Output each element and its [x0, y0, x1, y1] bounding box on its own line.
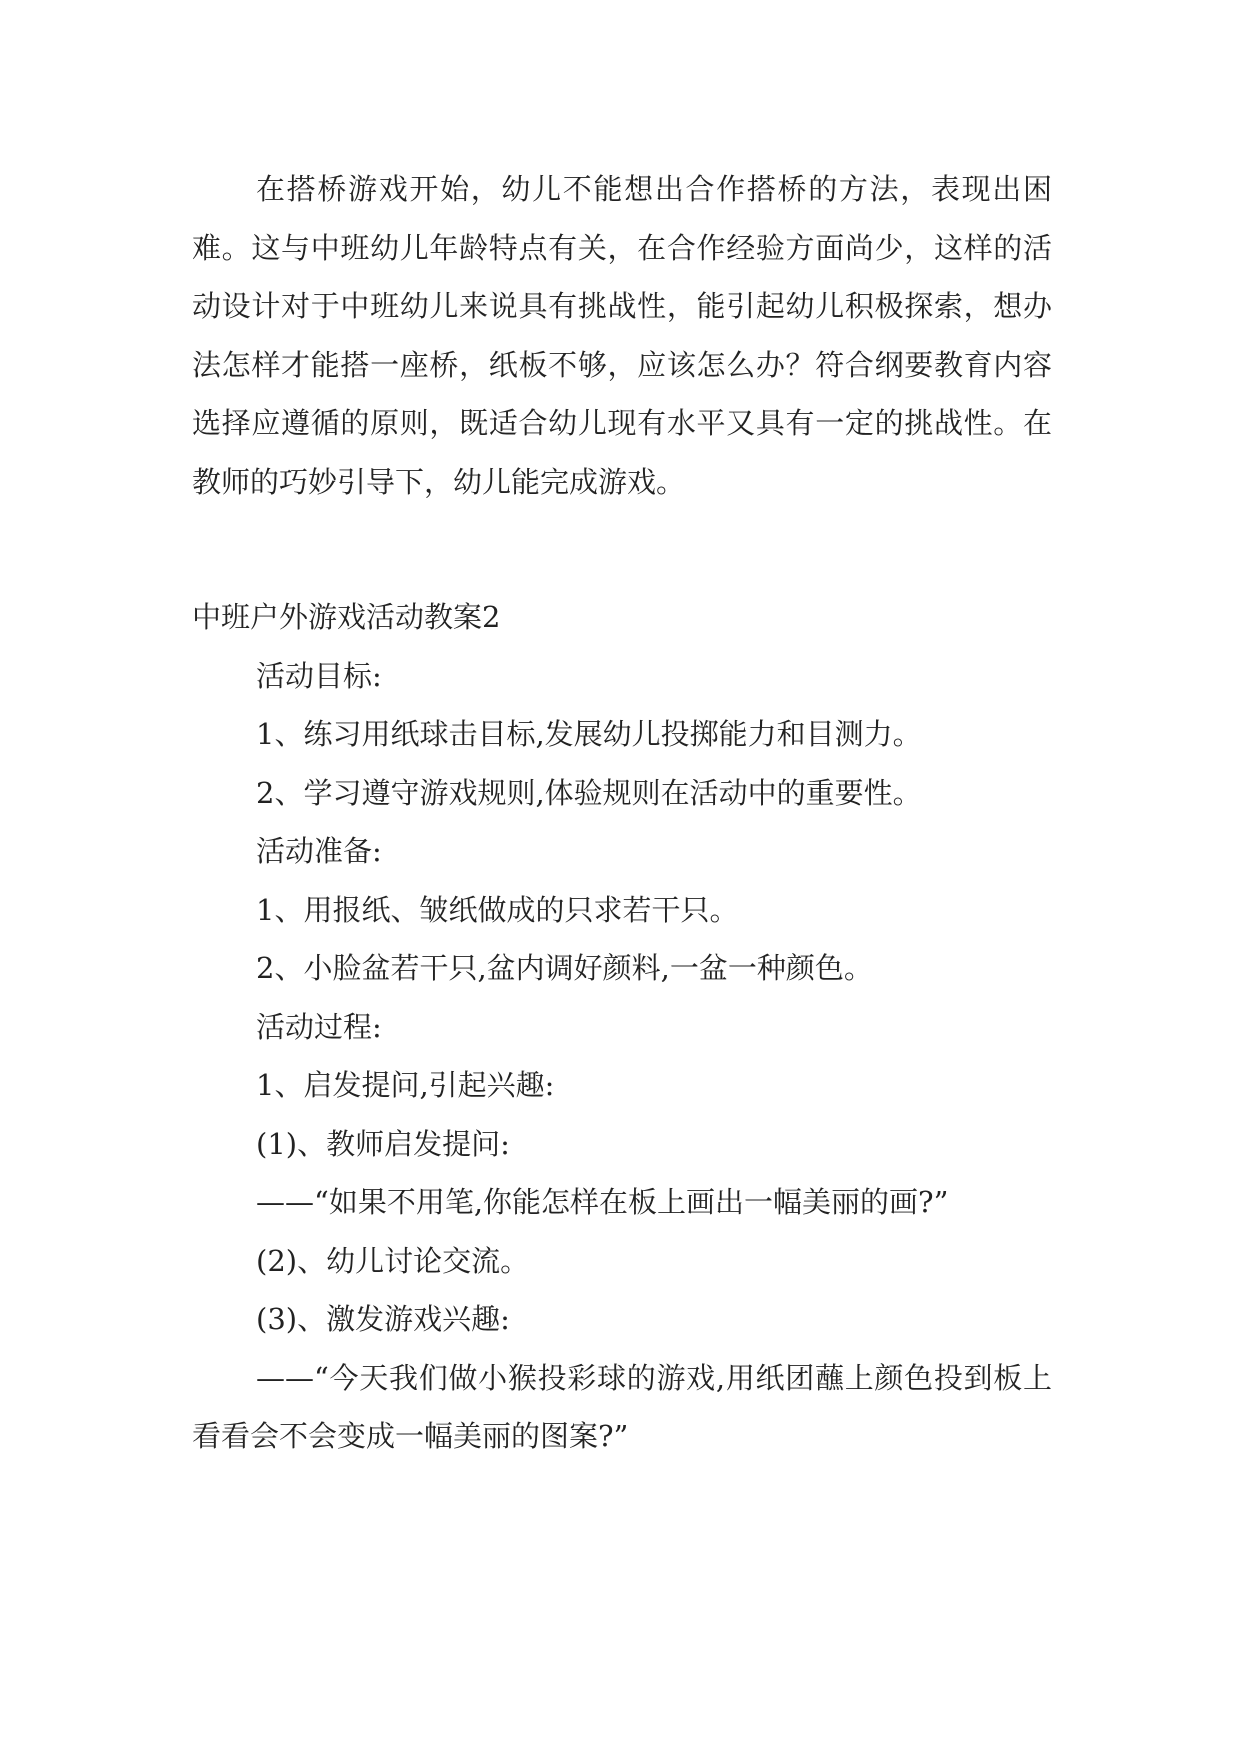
section-gap — [192, 511, 1052, 588]
prep-item-2: 2、小脸盆若干只,盆内调好颜料,一盆一种颜色。 — [256, 951, 873, 985]
prep-heading: 活动准备: — [256, 834, 382, 868]
prep-item-1: 1、用报纸、皱纸做成的只求若干只。 — [256, 892, 739, 927]
teacher-quote: ——“如果不用笔,你能怎样在板上画出一幅美丽的画?” — [256, 1185, 949, 1219]
process-heading: 活动过程: — [256, 1009, 382, 1044]
goal-item-1: 1、练习用纸球击目标,发展幼儿投掷能力和目测力。 — [256, 717, 922, 751]
document-body — [192, 160, 1052, 1466]
process-substep-2: (2)、幼儿讨论交流。 — [256, 1243, 530, 1278]
intro-paragraph: 在搭桥游戏开始，幼儿不能想出合作搭桥的方法，表现出困难。这与中班幼儿年龄特点有关，在合作经验方面尚少，这样的活动设计对于中班幼儿来说具有挑战性，能引起幼儿积极探索，想办法怎样才能搭一座桥，纸板不够，应该怎么办？符合纲要教育内容选择应遵循的原则，既适合幼儿现有水平又具有一定的挑战性。在教师的巧妙引导下，幼儿能完成游戏。 — [192, 172, 1052, 499]
process-substep-1: (1)、教师启发提问: — [256, 1126, 510, 1161]
process-substep-3: (3)、激发游戏兴趣: — [256, 1302, 510, 1336]
section-title: 中班户外游戏活动教案2 — [192, 600, 501, 634]
goal-item-2: 2、学习遵守游戏规则,体验规则在活动中的重要性。 — [256, 775, 922, 810]
process-step-1: 1、启发提问,引起兴趣: — [256, 1068, 555, 1102]
goal-heading: 活动目标: — [256, 658, 382, 693]
game-quote: ——“今天我们做小猴投彩球的游戏,用纸团蘸上颜色投到板上看看会不会变成一幅美丽的图案?” — [192, 1360, 1052, 1453]
